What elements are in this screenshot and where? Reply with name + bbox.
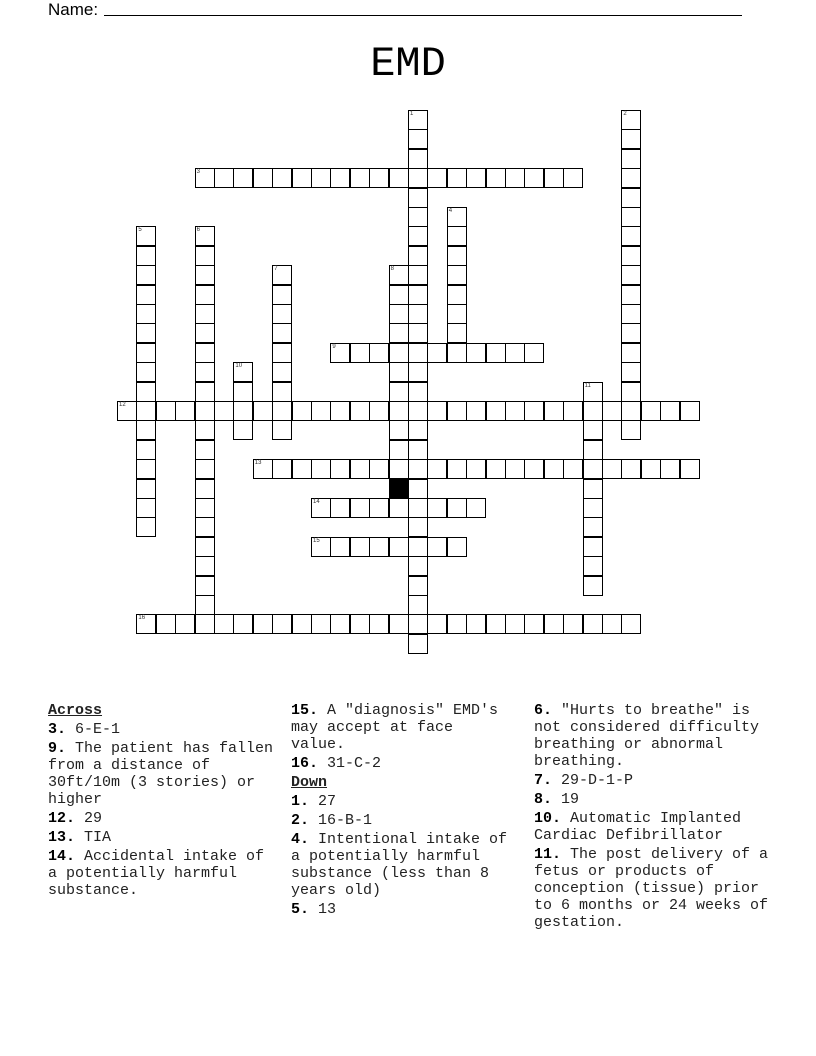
grid-cell[interactable]	[389, 285, 409, 305]
clue-down-11: 11. The post delivery of a fetus or products of conception (tissue) prior to 6 months or 24 weeks of gestation.	[534, 846, 769, 931]
grid-cell[interactable]	[195, 362, 215, 382]
grid-cell[interactable]	[447, 401, 467, 421]
grid-cell[interactable]	[214, 401, 234, 421]
grid-cell[interactable]	[602, 459, 622, 479]
grid-cell[interactable]	[447, 323, 467, 343]
grid-cell[interactable]	[136, 285, 156, 305]
cell-number: 16	[138, 615, 146, 622]
grid-cell[interactable]	[311, 168, 331, 188]
grid-cell[interactable]	[680, 401, 700, 421]
grid-cell[interactable]	[292, 401, 312, 421]
grid-cell[interactable]	[427, 168, 447, 188]
grid-cell[interactable]	[350, 537, 370, 557]
clue-across-16: 16. 31-C-2	[291, 755, 382, 772]
grid-cell[interactable]	[389, 420, 409, 440]
grid-cell[interactable]	[253, 614, 273, 634]
clue-down-2: 2. 16-B-1	[291, 812, 373, 829]
grid-cell[interactable]	[583, 401, 603, 421]
grid-cell[interactable]	[369, 168, 389, 188]
grid-cell[interactable]	[408, 517, 428, 537]
grid-cell[interactable]	[466, 343, 486, 363]
grid-cell[interactable]	[195, 246, 215, 266]
grid-cell[interactable]	[195, 459, 215, 479]
grid-cell[interactable]	[195, 614, 215, 634]
grid-cell[interactable]	[195, 323, 215, 343]
grid-cell[interactable]	[369, 498, 389, 518]
grid-cell[interactable]	[195, 479, 215, 499]
grid-cell[interactable]	[408, 440, 428, 460]
grid-cell[interactable]	[486, 401, 506, 421]
grid-cell[interactable]	[389, 382, 409, 402]
grid-cell[interactable]	[408, 614, 428, 634]
grid-cell[interactable]	[272, 343, 292, 363]
grid-cell[interactable]	[311, 459, 331, 479]
grid-cell[interactable]	[389, 537, 409, 557]
cell-number: 7	[274, 266, 278, 273]
cell-number: 3	[196, 169, 200, 176]
cell-number: 5	[138, 227, 142, 234]
grid-cell[interactable]	[195, 168, 215, 188]
grid-cell[interactable]	[621, 420, 641, 440]
clue-down-5: 5. 13	[291, 901, 337, 918]
grid-cell[interactable]	[583, 420, 603, 440]
grid-cell[interactable]	[330, 537, 350, 557]
grid-cell[interactable]	[447, 614, 467, 634]
clue-down-7: 7. 29-D-1-P	[534, 772, 634, 789]
grid-cell[interactable]	[156, 401, 176, 421]
cell-number: 14	[313, 499, 320, 505]
grid-cell[interactable]	[408, 168, 428, 188]
down-heading: Down	[291, 774, 328, 791]
grid-cell[interactable]	[447, 246, 467, 266]
clue-down-1: 1. 27	[291, 793, 337, 810]
grid-cell[interactable]	[466, 614, 486, 634]
grid-cell[interactable]	[544, 459, 564, 479]
grid-cell[interactable]	[117, 401, 137, 421]
across-heading: Across	[48, 702, 103, 719]
grid-cell[interactable]	[136, 226, 156, 246]
grid-cell[interactable]	[621, 382, 641, 402]
grid-cell[interactable]	[369, 459, 389, 479]
grid-cell[interactable]	[330, 343, 350, 363]
grid-cell[interactable]	[389, 459, 409, 479]
grid-cell[interactable]	[330, 401, 350, 421]
grid-cell[interactable]	[195, 401, 215, 421]
grid-cell[interactable]	[272, 285, 292, 305]
grid-cell[interactable]	[350, 168, 370, 188]
grid-cell[interactable]	[311, 401, 331, 421]
grid-cell[interactable]	[214, 614, 234, 634]
grid-cell[interactable]	[524, 401, 544, 421]
grid-cell[interactable]	[505, 343, 525, 363]
grid-cell[interactable]	[621, 459, 641, 479]
grid-cell[interactable]	[136, 479, 156, 499]
grid-cell[interactable]	[544, 168, 564, 188]
grid-cell[interactable]	[408, 285, 428, 305]
grid-cell[interactable]	[447, 226, 467, 246]
clue-down-10: 10. Automatic Implanted Cardiac Defibrillator	[534, 810, 742, 844]
grid-cell[interactable]	[660, 401, 680, 421]
grid-cell[interactable]	[195, 517, 215, 537]
grid-cell[interactable]	[195, 556, 215, 576]
grid-cell[interactable]	[621, 362, 641, 382]
grid-cell[interactable]	[195, 382, 215, 402]
clues-column-1	[48, 702, 280, 901]
grid-cell[interactable]	[447, 265, 467, 285]
grid-cell[interactable]	[408, 576, 428, 596]
grid-cell[interactable]	[330, 498, 350, 518]
grid-cell[interactable]	[195, 537, 215, 557]
grid-cell[interactable]	[253, 401, 273, 421]
grid-cell[interactable]	[447, 343, 467, 363]
grid-cell[interactable]	[233, 168, 253, 188]
grid-cell[interactable]	[621, 401, 641, 421]
grid-cell[interactable]	[408, 362, 428, 382]
grid-cell[interactable]	[427, 401, 447, 421]
grid-cell[interactable]	[408, 595, 428, 615]
grid-cell[interactable]	[660, 459, 680, 479]
name-label: Name:	[48, 0, 99, 19]
grid-cell[interactable]	[350, 343, 370, 363]
grid-cell[interactable]	[330, 168, 350, 188]
cell-number: 11	[584, 382, 591, 389]
grid-cell[interactable]	[486, 614, 506, 634]
grid-cell[interactable]	[447, 207, 467, 227]
grid-cell[interactable]	[195, 285, 215, 305]
grid-cell[interactable]	[447, 285, 467, 305]
grid-cell[interactable]	[350, 614, 370, 634]
cell-number: 1	[410, 111, 414, 117]
black-square	[389, 479, 409, 499]
grid-cell[interactable]	[524, 459, 544, 479]
grid-cell[interactable]	[195, 343, 215, 363]
grid-cell[interactable]	[369, 343, 389, 363]
grid-cell[interactable]	[621, 188, 641, 208]
grid-cell[interactable]	[389, 401, 409, 421]
grid-cell[interactable]	[621, 304, 641, 324]
grid-cell[interactable]	[621, 343, 641, 363]
grid-cell[interactable]	[544, 401, 564, 421]
grid-cell[interactable]	[427, 343, 447, 363]
grid-cell[interactable]	[272, 401, 292, 421]
grid-cell[interactable]	[311, 614, 331, 634]
grid-cell[interactable]	[641, 459, 661, 479]
cell-number: 9	[332, 343, 336, 350]
grid-cell[interactable]	[408, 479, 428, 499]
grid-cell[interactable]	[486, 168, 506, 188]
grid-cell[interactable]	[195, 304, 215, 324]
grid-cell[interactable]	[621, 614, 641, 634]
grid-cell[interactable]	[369, 537, 389, 557]
clue-across-14: 14. Accidental intake of a potentially harmful substance.	[48, 848, 265, 899]
grid-cell[interactable]	[389, 614, 409, 634]
grid-cell[interactable]	[447, 537, 467, 557]
grid-cell[interactable]	[408, 246, 428, 266]
grid-cell[interactable]	[466, 401, 486, 421]
grid-cell[interactable]	[486, 343, 506, 363]
grid-cell[interactable]	[621, 207, 641, 227]
grid-cell[interactable]	[641, 401, 661, 421]
grid-cell[interactable]	[272, 168, 292, 188]
grid-cell[interactable]	[408, 226, 428, 246]
grid-cell[interactable]	[272, 382, 292, 402]
grid-cell[interactable]	[136, 246, 156, 266]
grid-cell[interactable]	[621, 168, 641, 188]
grid-cell[interactable]	[330, 459, 350, 479]
grid-cell[interactable]	[292, 614, 312, 634]
grid-cell[interactable]	[544, 614, 564, 634]
grid-cell[interactable]	[427, 459, 447, 479]
grid-cell[interactable]	[524, 168, 544, 188]
cell-number: 8	[390, 266, 394, 273]
clues-column-2	[291, 702, 515, 920]
grid-cell[interactable]	[195, 265, 215, 285]
grid-cell[interactable]	[466, 459, 486, 479]
grid-cell[interactable]	[175, 401, 195, 421]
grid-cell[interactable]	[563, 614, 583, 634]
clue-across-3: 3. 6-E-1	[48, 721, 121, 738]
grid-cell[interactable]	[408, 207, 428, 227]
grid-cell[interactable]	[369, 401, 389, 421]
grid-cell[interactable]	[447, 168, 467, 188]
clue-across-13: 13. TIA	[48, 829, 112, 846]
grid-cell[interactable]	[136, 265, 156, 285]
grid-cell[interactable]	[583, 537, 603, 557]
grid-cell[interactable]	[621, 110, 641, 130]
grid-cell[interactable]	[583, 498, 603, 518]
grid-cell[interactable]	[389, 168, 409, 188]
grid-cell[interactable]	[408, 110, 428, 130]
grid-cell[interactable]	[583, 517, 603, 537]
grid-cell[interactable]	[408, 149, 428, 169]
grid-cell[interactable]	[583, 459, 603, 479]
grid-cell[interactable]	[389, 304, 409, 324]
grid-cell[interactable]	[505, 459, 525, 479]
grid-cell[interactable]	[195, 226, 215, 246]
grid-cell[interactable]	[136, 304, 156, 324]
cell-number: 4	[448, 208, 453, 214]
grid-cell[interactable]	[272, 614, 292, 634]
page-title: EMD	[370, 40, 446, 88]
grid-cell[interactable]	[292, 459, 312, 479]
grid-cell[interactable]	[233, 614, 253, 634]
grid-cell[interactable]	[350, 459, 370, 479]
grid-cell[interactable]	[583, 556, 603, 576]
grid-cell[interactable]	[408, 420, 428, 440]
grid-cell[interactable]	[408, 537, 428, 557]
grid-cell[interactable]	[136, 420, 156, 440]
grid-cell[interactable]	[350, 401, 370, 421]
grid-cell[interactable]	[136, 614, 156, 634]
grid-cell[interactable]	[447, 304, 467, 324]
grid-cell[interactable]	[136, 382, 156, 402]
grid-cell[interactable]	[195, 420, 215, 440]
grid-cell[interactable]	[408, 188, 428, 208]
grid-cell[interactable]	[583, 479, 603, 499]
clue-down-6: 6. "Hurts to breathe" is not considered difficulty breathing or abnormal breathing.	[534, 702, 760, 770]
grid-cell[interactable]	[563, 401, 583, 421]
grid-cell[interactable]	[602, 614, 622, 634]
grid-cell[interactable]	[195, 498, 215, 518]
cell-number: 10	[235, 363, 243, 370]
grid-cell[interactable]	[253, 459, 273, 479]
grid-cell[interactable]	[408, 129, 428, 149]
grid-cell[interactable]	[621, 226, 641, 246]
grid-cell[interactable]	[156, 614, 176, 634]
clue-down-4: 4. Intentional intake of a potentially harmful substance (less than 8 years old)	[291, 831, 508, 899]
grid-cell[interactable]	[621, 149, 641, 169]
grid-cell[interactable]	[136, 362, 156, 382]
grid-cell[interactable]	[272, 265, 292, 285]
grid-cell[interactable]	[233, 382, 253, 402]
grid-cell[interactable]	[680, 459, 700, 479]
grid-cell[interactable]	[136, 440, 156, 460]
grid-cell[interactable]	[311, 537, 331, 557]
cell-number: 6	[196, 227, 200, 234]
clue-down-8: 8. 19	[534, 791, 580, 808]
grid-cell[interactable]	[330, 614, 350, 634]
grid-cell[interactable]	[175, 614, 195, 634]
grid-cell[interactable]	[233, 362, 253, 382]
grid-cell[interactable]	[621, 129, 641, 149]
grid-cell[interactable]	[427, 614, 447, 634]
grid-cell[interactable]	[505, 401, 525, 421]
grid-cell[interactable]	[136, 459, 156, 479]
grid-cell[interactable]	[195, 595, 215, 615]
grid-cell[interactable]	[621, 265, 641, 285]
grid-cell[interactable]	[408, 382, 428, 402]
grid-cell[interactable]	[583, 440, 603, 460]
grid-cell[interactable]	[272, 323, 292, 343]
grid-cell[interactable]	[233, 401, 253, 421]
grid-cell[interactable]	[272, 362, 292, 382]
grid-cell[interactable]	[408, 498, 428, 518]
grid-cell[interactable]	[486, 459, 506, 479]
grid-cell[interactable]	[389, 362, 409, 382]
grid-cell[interactable]	[272, 459, 292, 479]
grid-cell[interactable]	[408, 401, 428, 421]
grid-cell[interactable]	[408, 459, 428, 479]
grid-cell[interactable]	[524, 614, 544, 634]
grid-cell[interactable]	[583, 614, 603, 634]
clue-across-15: 15. A "diagnosis" EMD's may accept at face value.	[291, 702, 499, 753]
grid-cell[interactable]	[136, 323, 156, 343]
grid-cell[interactable]	[466, 168, 486, 188]
grid-cell[interactable]	[505, 614, 525, 634]
grid-cell[interactable]	[505, 168, 525, 188]
grid-cell[interactable]	[136, 517, 156, 537]
grid-cell[interactable]	[389, 440, 409, 460]
clues-column-3	[534, 702, 770, 933]
grid-cell[interactable]	[408, 265, 428, 285]
grid-cell[interactable]	[427, 537, 447, 557]
grid-cell[interactable]	[136, 343, 156, 363]
grid-cell[interactable]	[621, 246, 641, 266]
grid-cell[interactable]	[233, 420, 253, 440]
grid-cell[interactable]	[583, 576, 603, 596]
grid-cell[interactable]	[602, 401, 622, 421]
grid-cell[interactable]	[136, 498, 156, 518]
grid-cell[interactable]	[427, 498, 447, 518]
grid-cell[interactable]	[408, 343, 428, 363]
grid-cell[interactable]	[621, 323, 641, 343]
grid-cell[interactable]	[389, 498, 409, 518]
grid-cell[interactable]	[563, 459, 583, 479]
clue-across-12: 12. 29	[48, 810, 103, 827]
grid-cell[interactable]	[408, 634, 428, 654]
grid-cell[interactable]	[408, 556, 428, 576]
grid-cell[interactable]	[389, 343, 409, 363]
grid-cell[interactable]	[447, 498, 467, 518]
cell-number: 12	[119, 402, 126, 408]
grid-cell[interactable]	[253, 168, 273, 188]
grid-cell[interactable]	[389, 323, 409, 343]
grid-cell[interactable]	[408, 304, 428, 324]
grid-cell[interactable]	[272, 420, 292, 440]
grid-cell[interactable]	[369, 614, 389, 634]
grid-cell[interactable]	[195, 440, 215, 460]
grid-cell[interactable]	[466, 498, 486, 518]
grid-cell[interactable]	[621, 285, 641, 305]
cell-number: 13	[254, 460, 262, 467]
grid-cell[interactable]	[389, 265, 409, 285]
cell-number: 2	[623, 111, 627, 117]
grid-cell[interactable]	[195, 576, 215, 596]
grid-cell[interactable]	[447, 459, 467, 479]
grid-cell[interactable]	[563, 168, 583, 188]
grid-cell[interactable]	[292, 168, 312, 188]
clue-across-9: 9. The patient has fallen from a distance of 30ft/10m (3 stories) or higher	[48, 740, 274, 808]
grid-cell[interactable]	[136, 401, 156, 421]
grid-cell[interactable]	[524, 343, 544, 363]
grid-cell[interactable]	[408, 323, 428, 343]
grid-cell[interactable]	[214, 168, 234, 188]
grid-cell[interactable]	[583, 382, 603, 402]
grid-cell[interactable]	[272, 304, 292, 324]
cell-number: 15	[313, 537, 320, 544]
grid-cell[interactable]	[350, 498, 370, 518]
grid-cell[interactable]	[311, 498, 331, 518]
